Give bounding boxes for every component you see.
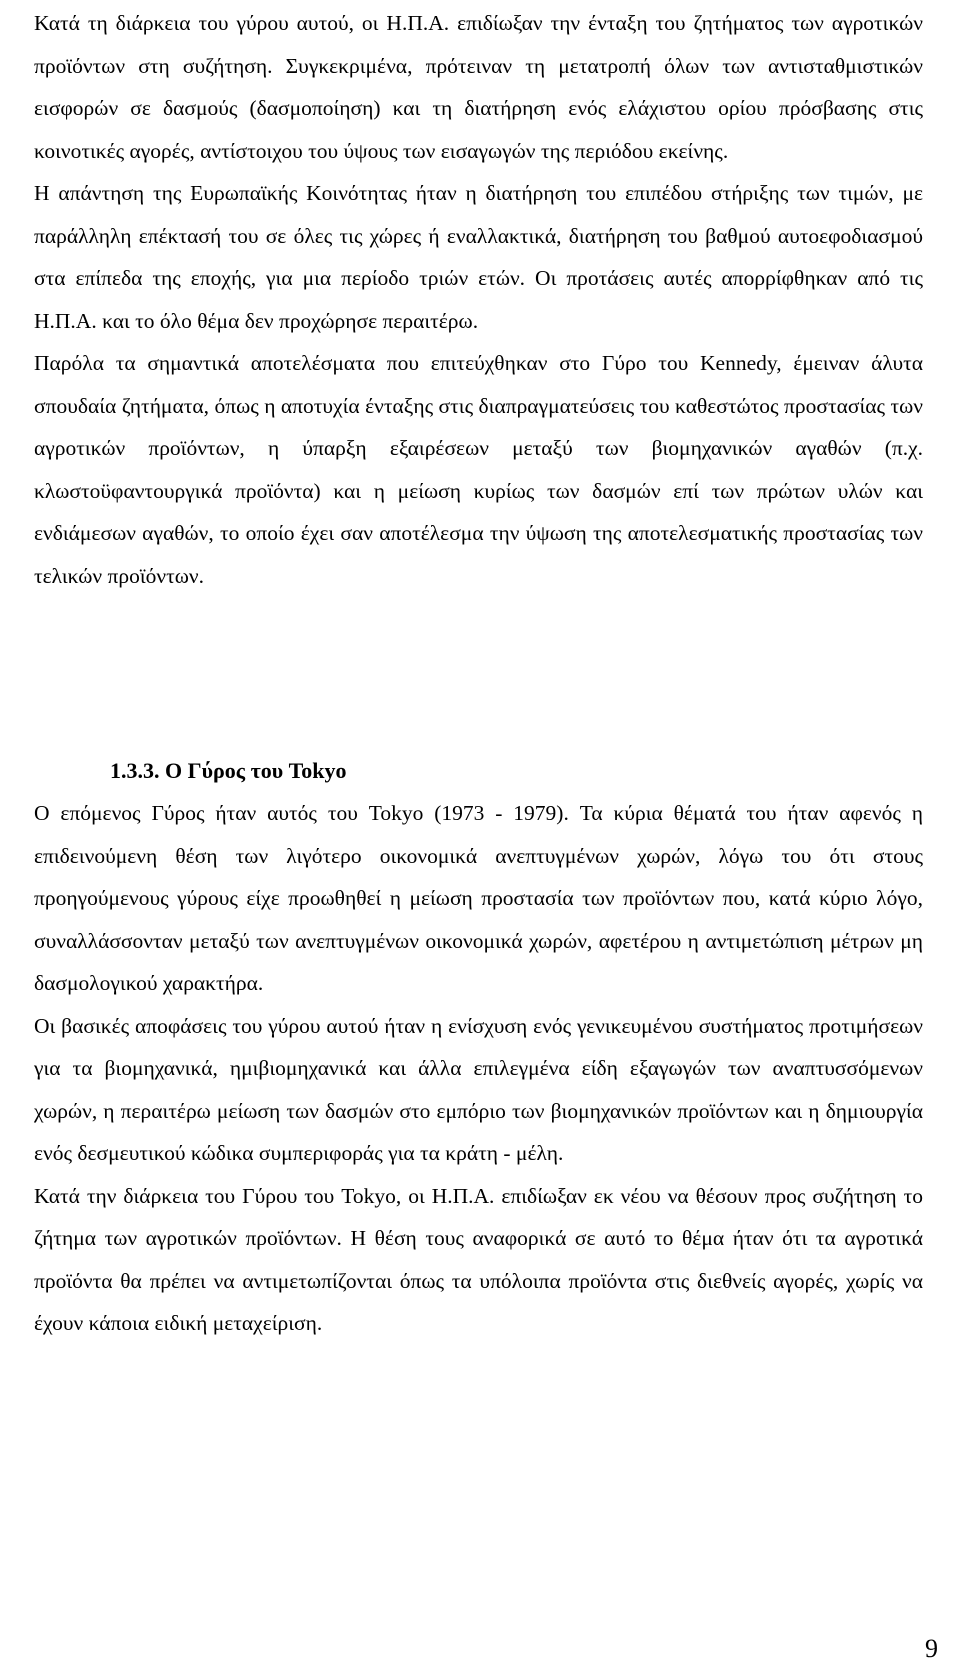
paragraph: Ο επόμενος Γύρος ήταν αυτός του Tokyo (1973 - 1979). Τα κύρια θέματά του ήταν αφενός η επιδεινούμενη θέση των λιγότερο οικονομικά ανεπτυγμένων χωρών, λόγω του ότι στους προηγούμενους γύρους είχε προωθηθεί η μείωση προστασία των προϊόντων που, κατά κύριο λόγο, συναλλάσσονταν μεταξύ των ανεπτυγμένων οικονομικά χωρών, αφετέρου η αντιμετώπιση μέτρων μη δασμολογικού χαρακτήρα. xyxy=(34,801,923,995)
paragraph: Παρόλα τα σημαντικά αποτελέσματα που επιτεύχθηκαν στο Γύρο του Kennedy, έμειναν άλυτα σπουδαία ζητήματα, όπως η αποτυχία ένταξης στις διαπραγματεύσεις του καθεστώτος προστασίας των αγροτικών προϊόντων, η ύπαρξη εξαιρέσεων μεταξύ των βιομηχανικών αγαθών (π.χ. κλωστοϋφαντουργικά προϊόντα) και η μείωση κυρίως των δασμών επί των πρώτων υλών και ενδιάμεσων αγαθών, το οποίο έχει σαν αποτέλεσμα την ύψωση της αποτελεσματικής προστασίας των τελικών προϊόντων. xyxy=(34,351,923,588)
body-text-bottom xyxy=(34,792,923,1345)
paragraph: Οι βασικές αποφάσεις του γύρου αυτού ήταν η ενίσχυση ενός γενικευμένου συστήματος προτιμήσεων για τα βιομηχανικά, ημιβιομηχανικά και άλλα επιλεγμένα είδη εξαγωγών των αναπτυσσόμενων χωρών, η περαιτέρω μείωση των δασμών στο εμπόριο των βιομηχανικών προϊόντων και η δημιουργία ενός δεσμευτικού κώδικα συμπεριφοράς για τα κράτη - μέλη. xyxy=(34,1013,923,1165)
page-number: 9 xyxy=(925,1634,938,1663)
paragraph: Κατά τη διάρκεια του γύρου αυτού, οι Η.Π.Α. επιδίωξαν την ένταξη του ζητήματος των αγροτικών προϊόντων στη συζήτηση. Συγκεκριμένα, πρότειναν τη μετατροπή όλων των αντισταθμιστικών εισφορών σε δασμούς (δασμοποίηση) και τη διατήρηση ενός ελάχιστου ορίου πρόσβασης στις κοινοτικές αγορές, αντίστοιχου του ύψους των εισαγωγών της περιόδου εκείνης. xyxy=(34,11,923,163)
body-text-top xyxy=(34,2,923,597)
paragraph: Η απάντηση της Ευρωπαϊκής Κοινότητας ήταν η διατήρηση του επιπέδου στήριξης των τιμών, με παράλληλη επέκτασή του σε όλες τις χώρες ή εναλλακτικά, διατήρηση του βαθμού αυτοεφοδιασμού στα επίπεδα της εποχής, για μια περίοδο τριών ετών. Οι προτάσεις αυτές απορρίφθηκαν από τις Η.Π.Α. και το όλο θέμα δεν προχώρησε περαιτέρω. xyxy=(34,181,923,333)
paragraph: Κατά την διάρκεια του Γύρου του Tokyo, οι Η.Π.Α. επιδίωξαν εκ νέου να θέσουν προς συζήτηση το ζήτημα των αγροτικών προϊόντων. Η θέση τους αναφορικά σε αυτό το θέμα ήταν ότι τα αγροτικά προϊόντα θα πρέπει να αντιμετωπίζονται όπως τα υπόλοιπα προϊόντα στις διεθνείς αγορές, χωρίς να έχουν κάποια ειδική μεταχείριση. xyxy=(34,1183,923,1335)
section-heading: 1.3.3. Ο Γύρος του Tokyo xyxy=(110,758,347,783)
